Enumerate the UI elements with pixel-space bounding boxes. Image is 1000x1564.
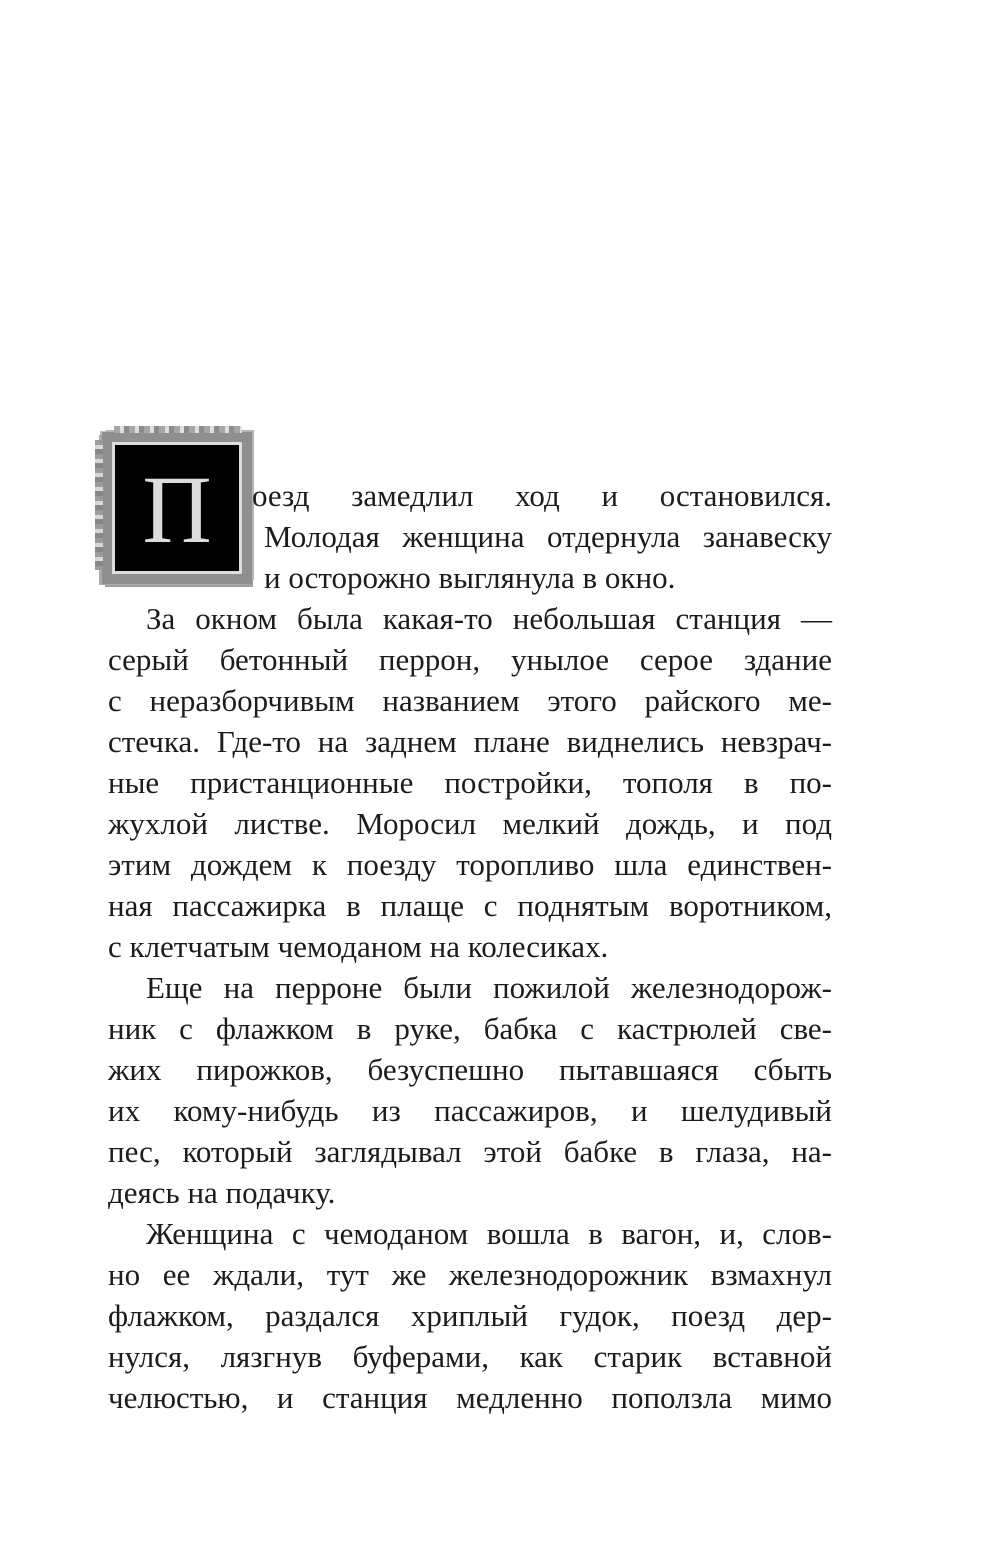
text-line: деясь на подачку. [108, 1175, 336, 1210]
text-line: но ее ждали, тут же железнодорожник взмахнул [108, 1257, 832, 1292]
text-line: Женщина с чемоданом вошла в вагон, и, слов- [146, 1216, 832, 1251]
text-line: их кому-нибудь из пассажиров, и шелудивый [108, 1093, 832, 1128]
text-line: серый бетонный перрон, унылое серое здание [108, 642, 832, 677]
text-line: Еще на перроне были пожилой железнодорож- [146, 970, 832, 1005]
text-line: и осторожно выглянула в окно. [264, 560, 676, 595]
text-line: с клетчатым чемоданом на колесиках. [108, 929, 609, 964]
text-line: жих пирожков, безуспешно пытавшаяся сбыть [108, 1052, 832, 1087]
text-line: этим дождем к поезду торопливо шла единствен- [108, 847, 832, 882]
text-line: с неразборчивым названием этого райского ме- [108, 683, 832, 718]
text-line: оезд замедлил ход и остановился. [252, 478, 832, 513]
drop-cap-letter: П [142, 456, 212, 563]
text-line: пес, который заглядывал этой бабке в глаза, на- [108, 1134, 832, 1169]
text-line: Молодая женщина отдернула занавеску [264, 519, 832, 554]
text-line: нулся, лязгнув буферами, как старик вставной [108, 1339, 832, 1374]
text-line: ная пассажирка в плаще с поднятым воротником, [108, 888, 832, 923]
text-line: стечка. Где-то на заднем плане виднелись невзрач- [108, 724, 832, 759]
text-line: За окном была какая-то небольшая станция — [146, 601, 832, 636]
text-line: ные пристанционные постройки, тополя в по- [108, 765, 832, 800]
text-line: ник с флажком в руке, бабка с кастрюлей све- [108, 1011, 832, 1046]
text-line: жухлой листве. Моросил мелкий дождь, и под [108, 806, 832, 841]
text-line: флажком, раздался хриплый гудок, поезд дер- [108, 1298, 832, 1333]
text-line: челюстью, и станция медленно поползла мимо [108, 1380, 832, 1415]
